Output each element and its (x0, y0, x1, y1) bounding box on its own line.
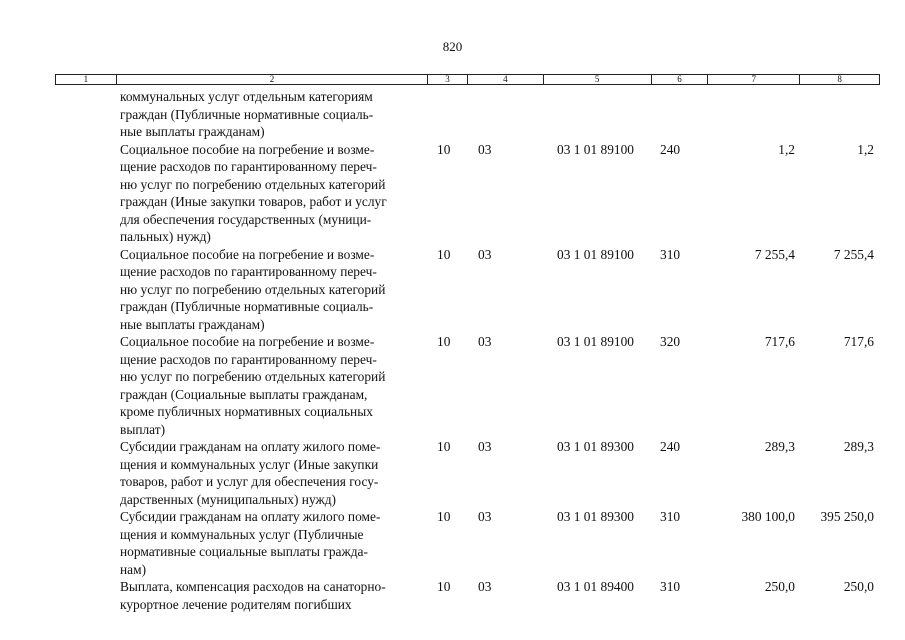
cell-amount-year-2: 250,0 (843, 579, 874, 594)
cell-amount-year-1: 1,2 (778, 141, 795, 157)
cell-amount-year-2: 7 255,4 (833, 246, 874, 262)
description-line: ню услуг по погребению отдельных категорий (120, 281, 386, 297)
table-column-numbers (55, 74, 880, 85)
cell-empty (55, 438, 116, 508)
description-line: коммунальных услуг отдельным категориям (120, 89, 373, 104)
description-line: ные выплаты гражданам) (120, 316, 265, 332)
description-line: Социальное пособие на погребение и возме- (120, 141, 375, 157)
cell-target-article: 03 1 01 89100 (557, 141, 634, 157)
cell-subsection: 03 (478, 334, 492, 349)
cell-expense-type (652, 88, 709, 141)
cell-description (116, 333, 428, 438)
cell-expense-type: 320 (660, 334, 681, 349)
cell-expense-type: 310 (660, 509, 681, 524)
cell-target-article (544, 88, 652, 141)
cell-expense-type: 310 (660, 579, 681, 594)
cell-section: 10 (437, 334, 451, 349)
cell-amount-year-2 (801, 88, 880, 141)
budget-table-body (55, 88, 880, 613)
description-line: нормативные социальные выплаты гражда- (120, 544, 368, 559)
cell-amount-year-2: 395 250,0 (820, 509, 874, 524)
column-number-3: 3 (428, 75, 468, 84)
cell-empty (55, 141, 116, 246)
cell-section: 10 (437, 141, 451, 157)
cell-subsection: 03 (478, 509, 492, 524)
cell-subsection: 03 (478, 246, 492, 262)
table-row (55, 438, 880, 508)
description-line: щение расходов по гарантированному переч- (120, 351, 377, 367)
description-line: выплат) (120, 421, 166, 437)
description-line: Социальное пособие на погребение и возме- (120, 334, 375, 349)
description-line: Субсидии гражданам на оплату жилого поме- (120, 509, 381, 524)
cell-target-article: 03 1 01 89100 (557, 246, 634, 262)
table-row (55, 333, 880, 438)
cell-expense-type: 240 (660, 141, 681, 157)
description-line: для обеспечения государственных (муници- (120, 211, 372, 227)
page-number: 820 (442, 39, 463, 54)
cell-amount-year-2: 289,3 (843, 439, 874, 454)
cell-section: 10 (437, 579, 451, 594)
description-line: Выплата, компенсация расходов на санаторно- (120, 579, 386, 594)
cell-amount-year-2: 1,2 (857, 141, 874, 157)
cell-section: 10 (437, 439, 451, 454)
column-number-2: 2 (117, 75, 428, 84)
description-line: щения и коммунальных услуг (Иные закупки (120, 456, 379, 472)
description-line: щения и коммунальных услуг (Публичные (120, 526, 364, 542)
description-line: граждан (Иные закупки товаров, работ и услуг (120, 194, 387, 209)
cell-empty (55, 88, 116, 141)
cell-empty (55, 578, 116, 613)
cell-amount-year-1: 717,6 (764, 334, 795, 349)
cell-empty (55, 508, 116, 578)
cell-description (116, 578, 428, 613)
table-row (55, 578, 880, 613)
table-row (55, 88, 880, 141)
description-line: граждан (Публичные нормативные социаль- (120, 299, 374, 314)
cell-description (116, 141, 428, 246)
cell-amount-year-1: 289,3 (764, 439, 795, 454)
cell-section: 10 (437, 509, 451, 524)
cell-amount-year-1: 250,0 (764, 579, 795, 594)
cell-description (116, 88, 428, 141)
cell-target-article: 03 1 01 89300 (557, 509, 634, 524)
cell-description (116, 508, 428, 578)
cell-amount-year-2: 717,6 (843, 334, 874, 349)
description-line: ню услуг по погребению отдельных категорий (120, 369, 386, 384)
description-line: товаров, работ и услуг для обеспечения госу- (120, 474, 379, 489)
column-number-4: 4 (468, 75, 544, 84)
column-number-1: 1 (56, 75, 117, 84)
description-line: граждан (Публичные нормативные социаль- (120, 106, 374, 122)
cell-target-article: 03 1 01 89400 (557, 579, 634, 594)
column-number-7: 7 (708, 75, 800, 84)
cell-section: 10 (437, 246, 451, 262)
cell-subsection: 03 (478, 141, 492, 157)
column-number-8: 8 (837, 74, 842, 84)
description-line: курортное лечение родителям погибших (120, 596, 352, 612)
table-row (55, 141, 880, 246)
description-line: Социальное пособие на погребение и возме- (120, 246, 375, 262)
cell-section (428, 88, 468, 141)
column-number-5: 5 (544, 75, 652, 84)
description-line: пальных) нужд) (120, 229, 211, 244)
table-row (55, 508, 880, 578)
column-number-6: 6 (652, 75, 709, 84)
description-line: Субсидии гражданам на оплату жилого поме- (120, 439, 381, 454)
cell-subsection: 03 (478, 579, 492, 594)
cell-empty (55, 333, 116, 438)
cell-subsection: 03 (478, 439, 492, 454)
cell-amount-year-1: 7 255,4 (754, 246, 795, 262)
cell-expense-type: 310 (660, 246, 681, 262)
description-line: щение расходов по гарантированному переч- (120, 264, 377, 279)
description-line: нам) (120, 561, 147, 577)
description-line: граждан (Социальные выплаты гражданам, (120, 386, 368, 402)
cell-target-article: 03 1 01 89100 (557, 334, 634, 349)
cell-description (116, 246, 428, 334)
description-line: щение расходов по гарантированному переч- (120, 159, 377, 174)
description-line: ню услуг по погребению отдельных категорий (120, 176, 386, 192)
cell-empty (55, 246, 116, 334)
cell-expense-type: 240 (660, 439, 681, 454)
cell-subsection (468, 88, 544, 141)
cell-amount-year-1 (709, 88, 801, 141)
cell-amount-year-1: 380 100,0 (741, 509, 795, 524)
cell-description (116, 438, 428, 508)
description-line: ные выплаты гражданам) (120, 124, 265, 139)
table-row (55, 246, 880, 334)
cell-target-article: 03 1 01 89300 (557, 439, 634, 454)
description-line: дарственных (муниципальных) нужд) (120, 491, 336, 507)
description-line: кроме публичных нормативных социальных (120, 404, 373, 419)
